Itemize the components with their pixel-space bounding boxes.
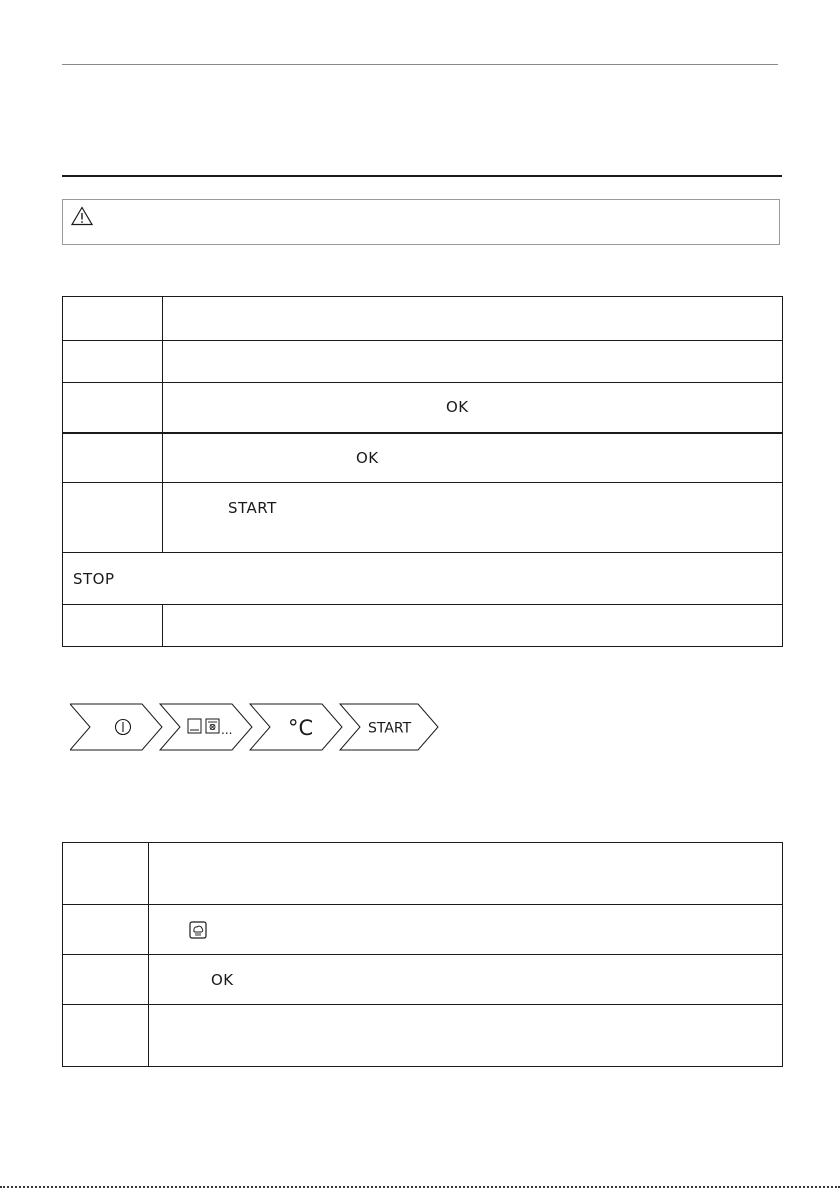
step-number	[63, 905, 149, 955]
start-key-label: START	[228, 499, 277, 517]
page-bottom-border	[0, 1186, 840, 1188]
step-text	[149, 843, 783, 905]
header-rule	[62, 64, 778, 65]
step-number	[63, 955, 149, 1005]
ok-key-label: OK	[446, 398, 469, 417]
step-number	[63, 297, 163, 341]
start-key-label: START	[368, 720, 412, 737]
step-text-cell	[163, 383, 783, 433]
step-number	[63, 383, 163, 433]
table-row	[63, 1005, 783, 1067]
steps-table	[62, 296, 783, 647]
table-row	[63, 383, 783, 433]
temperature-icon: °C	[288, 716, 314, 740]
table-row	[63, 297, 783, 341]
table-row	[63, 483, 783, 553]
step-text	[163, 341, 783, 383]
step-number	[63, 843, 149, 905]
step-text	[163, 605, 783, 647]
steps-table-2	[62, 842, 783, 1067]
table-row	[63, 905, 783, 955]
step-number	[63, 1005, 149, 1067]
step-text-cell	[163, 433, 783, 483]
step-number	[63, 341, 163, 383]
section-rule	[62, 175, 782, 177]
sequence-ellipsis: ...	[221, 723, 233, 737]
step-text	[149, 1005, 783, 1067]
step-number	[63, 483, 163, 553]
steam-function-icon	[189, 921, 207, 939]
operation-sequence	[70, 702, 440, 752]
step-text-cell	[149, 905, 783, 955]
ok-key-label: OK	[356, 448, 379, 467]
step-number	[63, 605, 163, 647]
warning-box	[62, 199, 780, 245]
warning-triangle-icon	[71, 206, 93, 226]
step-text-cell	[163, 483, 783, 553]
stop-key-label: STOP	[73, 569, 115, 588]
table-row	[63, 433, 783, 483]
stop-row-cell	[63, 553, 783, 605]
step-number	[63, 433, 163, 483]
table-row	[63, 955, 783, 1005]
table-row	[63, 843, 783, 905]
table-row	[63, 553, 783, 605]
ok-key-label: OK	[211, 970, 234, 989]
step-text-cell	[149, 955, 783, 1005]
table-row	[63, 341, 783, 383]
step-text	[163, 297, 783, 341]
table-row	[63, 605, 783, 647]
